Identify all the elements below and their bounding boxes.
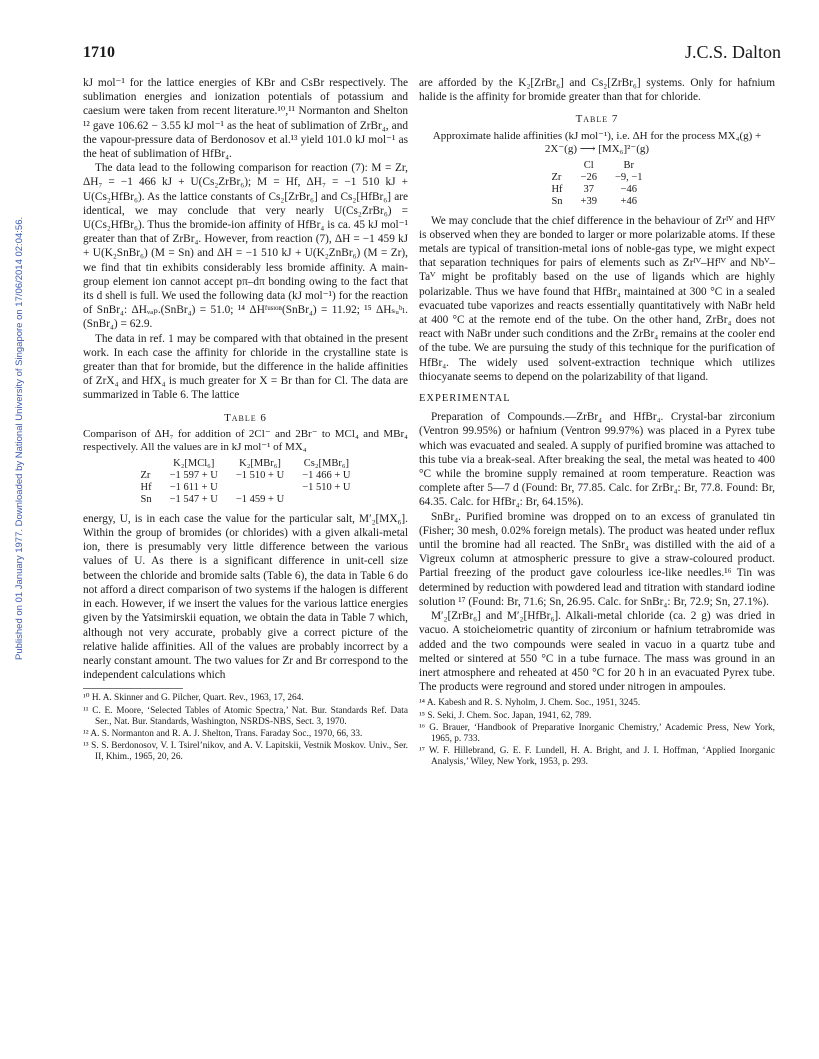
table-cell: −1 597 + U: [169, 469, 218, 481]
table-cell: +46: [620, 195, 637, 207]
table-row: [542, 172, 651, 184]
table-header-cell: Br: [623, 159, 634, 171]
table-7-description: Approximate halide affinities (kJ mol⁻¹), i.e. ΔH for the process MX₄(g) + 2X⁻(g) ⟶ [MX₆]²⁻(g): [432, 129, 762, 155]
footnote: ¹⁶ G. Brauer, ‘Handbook of Preparative Inorganic Chemistry,’ Academic Press, New York, 1965, p. 733.: [419, 722, 775, 744]
table-cell: 37: [583, 183, 594, 195]
table-cell: −1 510 + U: [235, 469, 285, 481]
table-row: [542, 184, 651, 196]
table-cell: −1 510 + U: [302, 481, 351, 493]
table-cell: −26: [580, 171, 597, 183]
table-cell: +39: [580, 195, 597, 207]
table-row: [131, 470, 359, 482]
paragraph: The data in ref. 1 may be compared with that obtained in the present work. In each case the affinity for chloride in the crystalline state is greater than that for bromide, but the difference in the halide affinities of ZrX₄ and HfX₄ is much greater for X = Br than for Cl. The data are summarized in Table 6. The lattice: [83, 332, 408, 402]
left-column: [83, 76, 408, 765]
paragraph: kJ mol⁻¹ for the lattice energies of KBr and CsBr respectively. The sublimation energies and ionization potentials of potassium and caesium were taken from recent literature.¹⁰,¹¹ Normanton and Shelton ¹² gave 106.62 − 3.55 kJ mol⁻¹ as the heat of sublimation of ZrBr₄, and the vapour-pressure data of Berdonosov et al.¹³ yield 101.0 kJ mol⁻¹ as the heat of sublimation of HfBr₄.: [83, 77, 408, 161]
table-header-cell: [131, 458, 160, 470]
paragraph: M′₂[ZrBr₆] and M′₂[HfBr₆]. Alkali-metal chloride (ca. 2 g) was dried in vacuo. A stoicheiometric quantity of zirconium or hafnium tetrabromide was added and the two compounds were sealed in vacuo in a quartz tube and melted or sintered at 550 °C in a tube furnace. The mass was ground in an inert atmosphere and reheated at 450 °C for 20 h in an evacuated Pyrex tube. The products were reground and stored under nitrogen in ampoules.: [419, 610, 775, 694]
paragraph: SnBr₄. Purified bromine was dropped on to an excess of granulated tin (Fisher; 30 mesh, 0.02% foreign metals). The product was heated under reflux until the bromine had all reacted. The SnBr₄ was distilled with the aid of a Vigreux column at atmospheric pressure to give a straw-coloured product. Partial freezing of the product gave colourless ice-like needles.¹⁶ Tin was determined by reduction with powdered lead and titration with standard iodine solution ¹⁷ (Found: Br, 71.6; Sn, 26.95. Calc. for SnBr₄: Br, 72.9; Sn, 27.1%).: [419, 510, 775, 608]
table-6-description: Comparison of ΔH₇ for addition of 2Cl⁻ and 2Br⁻ to MCl₄ and MBr₄ respectively. All the values are in kJ mol⁻¹ of MX₄: [83, 427, 408, 453]
table-header-cell: Cl: [583, 159, 594, 171]
paragraph: Preparation of Compounds.—ZrBr₄ and HfBr₄. Crystal-bar zirconium (Ventron 99.95%) or hafnium (Ventron 99.97%) was placed in a Pyrex tube which was evacuated and sealed. A supply of purified bromine was attached to this tube via a break-seal. After breaking the seal, the metal was heated to 400 °C while the bromine supply remained at room temperature. Reaction was complete after 5—7 d (Found: Br, 77.85. Calc. for ZrBr₄: Br, 77.8. Found: Br, 64.35. Calc. for HfBr₄: Br, 64.15%).: [419, 411, 775, 509]
paragraph: are afforded by the K₂[ZrBr₆] and Cs₂[ZrBr₆] systems. Only for hafnium halide is the affinity for bromide greater than that for chloride.: [419, 77, 775, 104]
table-6-caption: Table 6: [224, 411, 267, 424]
footnote: ¹⁷ W. F. Hillebrand, G. E. F. Lundell, H. A. Bright, and J. I. Hoffman, ‘Applied Inorganic Analysis,’ Wiley, New York, 1953, p. 293.: [419, 746, 775, 768]
table-cell: −1 547 + U: [169, 493, 218, 505]
journal-name: J.C.S. Dalton: [684, 42, 781, 62]
table-cell: [227, 482, 293, 494]
table-header-row: [542, 160, 651, 172]
paragraph: The data lead to the following comparison for reaction (7): M = Zr, ΔH₇ = −1 466 kJ + U(Cs₂ZrBr₆); M = Hf, ΔH₇ = −1 510 kJ + U(Cs₂HfBr₆). As the lattice constants of Cs₂[ZrBr₆] and Cs₂[HfBr₆] are identical, we may conclude that very nearly U(Cs₂ZrBr₆) = U(Cs₂HfBr₆). Thus the bromide-ion affinity of HfBr₄ is ca. 45 kJ mol⁻¹ greater than that of ZrBr₄. However, from reaction (7), ΔH = −1 459 kJ + U(K₂SnBr₆) (M = Sn) and ΔH = −1 510 kJ + U(K₂ZnBr₆) (M = Zr), we find that tin exhibits considerably less bromide affinity. A main-group element ion cannot accept pπ–dπ bonding owing to the fact that its d shell is full. We used the following data (kJ mol⁻¹) for the reaction of SnBr₄: ΔHᵥₐₚ.(SnBr₄) = 51.0; ¹⁴ ΔHᶠᵘˢᶦᵒⁿ(SnBr₄) = 11.92; ¹⁵ ΔHₛᵤᵇₗ.(SnBr₄) = 62.9.: [83, 162, 408, 331]
table-cell: −1 459 + U: [235, 493, 285, 505]
table-cell: Sn: [140, 493, 152, 505]
table-7: [542, 160, 651, 208]
table-header-cell: [542, 160, 571, 172]
footnotes: [419, 698, 775, 768]
footnote: ¹⁵ S. Seki, J. Chem. Soc. Japan, 1941, 62, 789.: [419, 710, 592, 721]
table-cell: −9, −1: [614, 171, 643, 183]
right-column: [419, 76, 775, 770]
page-number: 1710: [83, 44, 115, 61]
footnote: ¹⁰ H. A. Skinner and G. Pilcher, Quart. Rev., 1963, 17, 264.: [83, 693, 304, 704]
table-cell: [293, 494, 359, 506]
table-cell: −1 611 + U: [169, 481, 218, 493]
table-cell: Hf: [140, 481, 152, 493]
table-cell: −46: [620, 183, 637, 195]
table-header-row: [131, 458, 359, 470]
footnote: ¹³ S. S. Berdonosov, V. I. Tsirel’nikov, and A. V. Lapitskii, Vestnik Moskov. Univ., Ser. II, Khim., 1965, 20, 26.: [83, 741, 408, 763]
download-notice: Published on 01 January 1977. Downloaded by National University of Singapore on 17/06/2014 02:04:56.: [14, 216, 25, 660]
footnote-divider: [83, 688, 183, 689]
table-row: [542, 196, 651, 208]
table-cell: Sn: [551, 195, 563, 207]
footnote: ¹² A. S. Normanton and R. A. J. Shelton, Trans. Faraday Soc., 1970, 66, 33.: [83, 728, 363, 739]
table-7-caption: Table 7: [575, 113, 619, 126]
table-cell: −1 466 + U: [302, 469, 351, 481]
table-row: [131, 482, 359, 494]
table-cell: Zr: [551, 171, 562, 183]
table-6: [131, 458, 359, 506]
footnote: ¹¹ C. E. Moore, ‘Selected Tables of Atomic Spectra,’ Nat. Bur. Standards Ref. Data Ser., Nat. Bur. Standards, Washington, NSRDS-NBS, Sect. 3, 1970.: [83, 705, 408, 727]
table-cell: Hf: [551, 183, 563, 195]
footnote: ¹⁴ A. Kabesh and R. S. Nyholm, J. Chem. Soc., 1951, 3245.: [419, 698, 641, 709]
footnotes: [83, 693, 408, 763]
table-row: [131, 494, 359, 506]
section-heading: EXPERIMENTAL: [419, 393, 511, 405]
table-header-cell: Cs₂[MBr₆]: [303, 457, 349, 469]
table-header-cell: K₂[MBr₆]: [239, 457, 281, 469]
table-cell: Zr: [140, 469, 151, 481]
paragraph: We may conclude that the chief difference in the behaviour of Zrᴵⱽ and Hfᴵⱽ is observed when they are bonded to larger or more polarizable atoms. If these metals are typical of transition-metal ions of noble-gas type, we might expect that separation techniques for pairs of elements such as Zrᴵⱽ–Hfᴵⱽ and Nbⱽ–Taⱽ might be profitably based on the use of ligands which are highly polarizable. Thus we have found that HfBr₄ maintained at 300 °C in a sealed evacuated tube vaporizes and reacts essentially quantitatively with NaBr held at 400 °C at the remote end of the tube. On the other hand, ZrBr₄ does not react with NaBr under such conditions and the ZrBr₄ remains at the cooler end of the tube. We are pursuing the study of this technique for the purification of HfBr₄. The widely used solvent-extraction technique which utilizes thiocyanate seems to depend on the polarizability of that ligand.: [419, 214, 775, 383]
table-header-cell: K₂[MCl₆]: [173, 457, 215, 469]
paragraph: energy, U, is in each case the value for the particular salt, M′₂[MX₆]. Within the group of bromides (or chlorides) with a given alkali-metal ion, there is presumably very little difference between the various values of U. As there is a significant difference in unit-cell size between the chloride and bromide salts (Table 6), the data in Table 6 do not afford a direct comparison of two systems if the halogen is different in each. However, if we insert the values for the various lattice energies given by the Yatsimirskii equation, we obtain the data in Table 7 which, although not very accurate, probably give a correct picture of the relative halide affinities. All of the values are probably incorrect by a nearly constant amount. The two values for Zr and Br correspond to the independent calculations which: [83, 512, 408, 682]
